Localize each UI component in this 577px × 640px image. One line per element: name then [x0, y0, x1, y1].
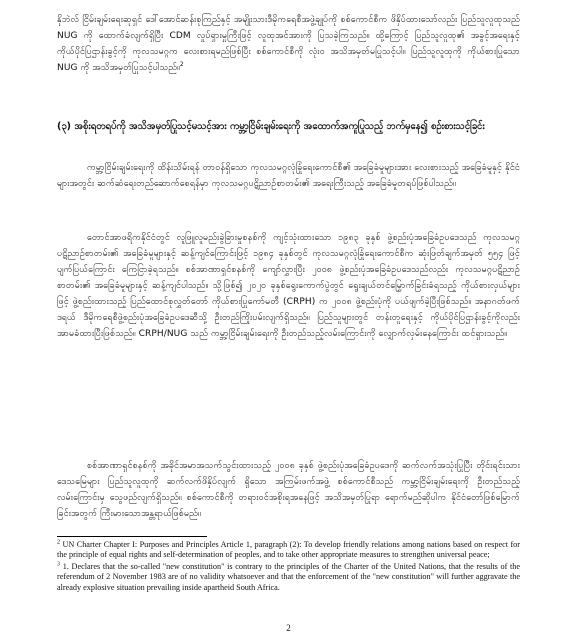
paragraph-south-africa: တောင်အာဖရိကနိုင်ငံတွင် လူဖြူလူမည်းခွဲခြားမှုစနစ်ကို ကျင့်သုံးထားသော ၁၉၈၃ ခုနှစ် ဖွဲ့စည်းပုံအခြေခံဥပဒေသည် ကုလသမဂ္ဂပဋိညာဉ်စာတမ်း၏ အခြေခံမူများနှင့် ဆန့်ကျင်ကြောင်းဖြင့် ၁၉၈၄ ခုနှစ်တွင် ကုလသမဂ္ဂလုံခြုံရေးကောင်စီက ဆုံးဖြတ်ချက်အမှတ် ၅၅၄ ဖြင့် ပျက်ပြယ်ကြောင်း ကြေငြာခဲ့ရသည်။ စစ်အာဏာရှင်စနစ်ကို ကျော်လွှားပြီး ၂၀၀၈ ဖွဲ့စည်းပုံအခြေခံဥပဒေသည်လည်း ကုလသမဂ္ဂပဋိညာဉ်စာတမ်း၏ အခြေခံမူများနှင့် ဆန့်ကျင်ပါသည်။ သို့ဖြစ်၍ ၂၀၂၀ ခုနှစ်ရွေးကောက်ပွဲတွင် ရွေးချယ်တင်မြှောက်ခြင်းခံရသည့် ကိုယ်စားလှယ်များဖြင့် ဖွဲ့စည်းထားသည့် ပြည်ထောင်စုလွှတ်တော် ကိုယ်စားပြုကော်မတီ (CRPH) က ၂၀၀၈ ဖွဲ့စည်းပုံကို ပယ်ဖျက်ခဲ့ပြီးဖြစ်သည်။ အနာဂတ်ဖက်ဒရယ် ဒီမိုကရေစီဖွဲ့စည်းပုံအခြေခံဥပဒေဆီသို့ ဦးတည်ကြိုးပမ်းလျက်ရှိသည်။ ပြည်သူများတွင် တန်းတူရေးနှင့် ကိုယ်ပိုင်ပြဌာန်းခွင့်ကိုလည်း အာမခံထားပြီးဖြစ်သည်။ CRPH/NUG သည် ကမ္ဘာ့ငြိမ်းချမ်းရေးကို ဦးတည်သည့်လမ်းကြောင်းကို လျှောက်လှမ်းနေကြောင်း ထင်ရှားသည်။ [57, 233, 520, 339]
paragraph-recognition [57, 12, 520, 112]
paragraph-text: နိုဘဲလ် ငြိမ်းချမ်းရေးဆုရှင် ဒေါ်အောင်ဆန်းစုကြည်နှင့် အမျိုးသားဒီမိုကရေစီအဖွဲ့ချုပ်ကို စစ်ကောင်စီက ဖိနှိပ်ထားသော်လည်း ပြည်သူလူထုသည် NUG ကို ထောက်ခံလျက်ရှိပြီး CDM လှုပ်ရှားမှုကြီးဖြင့် လူထုအင်အားကို ပြသခဲ့ကြသည်။ ထို့ကြောင့် ပြည်သူလူထု၏ အခွင့်အရေးနှင့် ကိုယ်ပိုင်ပြဌာန်းခွင့်ကို ကုလသမဂ္ဂက လေးစားရမည်ဖြစ်ပြီး စစ်ကောင်စီကို လုံးဝ အသိအမှတ်မပြုသင့်ပါ။ ပြည်သူလူထုကို ကိုယ်စားပြုသော NUG ကို အသိအမှတ်ပြုသင့်ပါသည်။ [57, 15, 520, 73]
footnote-text: UN Charter Chapter I: Purposes and Principles Article 1, paragraph (2): To develop friendly relations among nations based on respect for the principle of equal rights and self-determination of peoples, and to take other appropriate measures to strengthen universal peace; [57, 540, 520, 560]
footnotes [57, 540, 520, 594]
paragraph-un-charter: ကမ္ဘာ့ငြိမ်းချမ်းရေးကို ထိန်းသိမ်းရန် တာဝန်ရှိသော ကုလသမဂ္ဂလုံခြုံရေးကောင်စီ၏ အခြေခံမူများအား လေးစားသည့် အခြေခံမူနှင့် နိုင်ငံများအတွင်း ဆက်ဆံရေးတည်ဆောက်စေရန်မှာ ကုလသမဂ္ဂပဋိညာဉ်စာတမ်း၏ အရေးကြီးသည့် အခြေခံမူတရပ်ဖြစ်ပါသည်။ [57, 163, 520, 189]
page-number: 2 [286, 623, 291, 633]
footnote-ref: 2 [179, 61, 184, 68]
footnote [57, 562, 520, 593]
paragraph-junta: စစ်အာဏာရှင်စနစ်ကို အခိုင်အမာအသက်သွင်းထားသည့် ၂၀၀၈ ခုနှစ် ဖွဲ့စည်းပုံအခြေခံဥပဒေကို ဆက်လက်အသုံးပြုပြီး တိုင်းရင်းသားဒေသမြေများ ပြည်သူလူထုကို ဆက်လက်ဖိနှိပ်လျက် ရှိသော အကြမ်းဖက်အဖွဲ့ စစ်ကောင်စီသည် ကမ္ဘာ့ငြိမ်းချမ်းရေးကို ဦးတည်သည့်လမ်းကြောင်းမှ သွေဖည်လျက်ရှိသည်။ စစ်ကောင်စီကို တရားဝင်အစိုးရအနေဖြင့် အသိအမှတ်ပြုရာ ရောက်မည်ဆိုပါက နိုင်ငံတော်ဖြစ်မြောက်ခြင်းအတွက် ကြီးမားသောအန္တရာယ်ဖြစ်မည်။ [57, 461, 520, 519]
footnote-marker: 2 [57, 539, 60, 546]
footnote-divider [57, 536, 207, 537]
footnote [57, 540, 520, 561]
section-heading: (၃) အစိုးရတရပ်ကို အသိအမှတ်ပြုသင့်မသင့်အား ကမ္ဘာ့ငြိမ်းချမ်းရေးကို အထောက်အကူပြုသည့် ဘက်မှနေ၍ စဉ်းစားသင့်ခြင်း [57, 121, 485, 132]
footnote-marker: 3 [57, 561, 60, 568]
footnote-text: 1. Declares that the so-called "new constitution" is contrary to the principles of the Charter of the United Nations, that the results of the referendum of 2 November 1983 are of no validity whatsoever and that the enforcement of the "new constitution" will further aggravate the already explosive situation prevailing inside apartheid South Africa. [57, 561, 521, 592]
